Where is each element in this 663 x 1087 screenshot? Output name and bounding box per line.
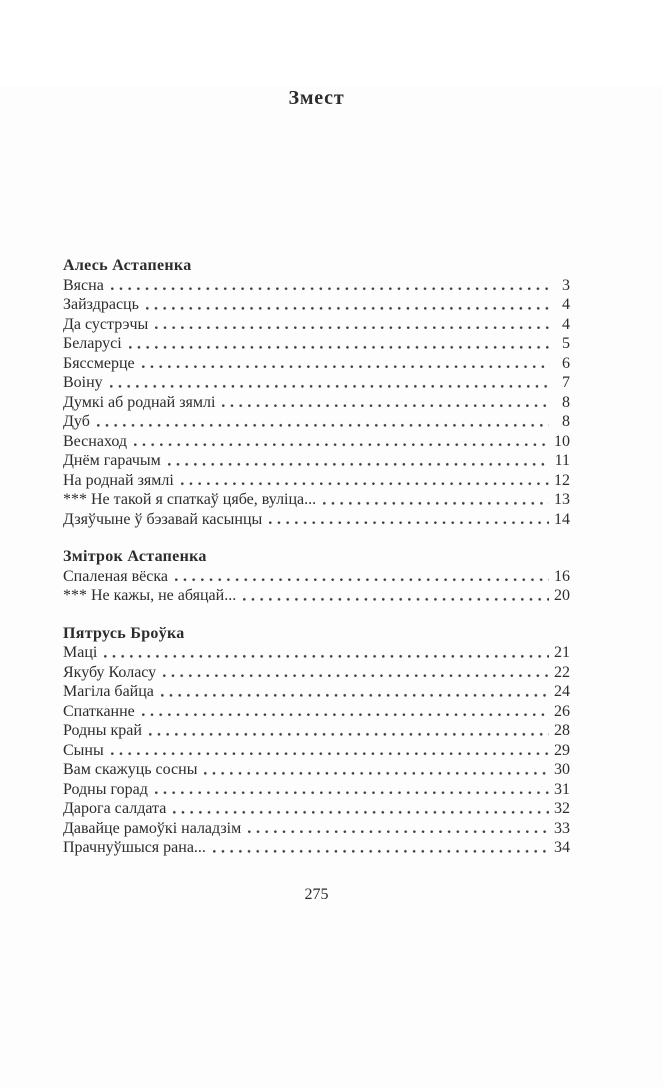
toc-section bbox=[63, 547, 570, 606]
dot-leader bbox=[142, 702, 549, 722]
entry-page-number: 34 bbox=[554, 839, 570, 856]
entry-page-number: 33 bbox=[554, 819, 570, 837]
toc-entry bbox=[63, 393, 570, 413]
dot-leader bbox=[213, 838, 549, 858]
entry-page-number: 14 bbox=[554, 510, 570, 528]
toc-entry bbox=[63, 354, 570, 374]
toc-entry bbox=[63, 510, 570, 530]
entry-page-number: 4 bbox=[562, 296, 570, 313]
entry-page-number: 28 bbox=[554, 722, 570, 739]
entry-page-number: 20 bbox=[554, 587, 570, 604]
toc-entry bbox=[63, 412, 570, 432]
toc-entry bbox=[63, 741, 570, 761]
toc-entry bbox=[63, 819, 570, 839]
toc-entry bbox=[63, 276, 570, 296]
entry-page-number: 24 bbox=[554, 683, 570, 700]
dot-leader bbox=[323, 490, 549, 510]
dot-leader bbox=[129, 334, 549, 354]
entry-page-number: 3 bbox=[562, 276, 570, 294]
entry-page-number: 12 bbox=[554, 471, 570, 489]
book-page bbox=[0, 86, 663, 1087]
entry-title: Днём гарачым bbox=[63, 452, 161, 469]
dot-leader bbox=[175, 567, 549, 587]
toc-entry bbox=[63, 490, 570, 510]
entry-page-number: 31 bbox=[554, 780, 570, 798]
toc-entry bbox=[63, 373, 570, 393]
toc-entry bbox=[63, 799, 570, 819]
entry-title: Веснаход bbox=[63, 432, 128, 450]
entry-title: *** Не кажы, не абяцай... bbox=[63, 587, 237, 604]
table-of-contents bbox=[63, 256, 570, 858]
entry-title: Дуб bbox=[63, 413, 90, 430]
dot-leader bbox=[181, 471, 549, 491]
entry-page-number: 26 bbox=[554, 702, 570, 720]
toc-entry bbox=[63, 432, 570, 452]
toc-entry bbox=[63, 760, 570, 780]
toc-section bbox=[63, 624, 570, 858]
section-author-heading: Алесь Астапенка bbox=[63, 257, 192, 274]
entry-title: Родны горад bbox=[63, 780, 148, 798]
toc-section bbox=[63, 256, 570, 529]
toc-entry bbox=[63, 682, 570, 702]
dot-leader bbox=[204, 760, 549, 780]
page-number: 275 bbox=[304, 885, 329, 903]
dot-leader bbox=[243, 586, 549, 606]
dot-leader bbox=[111, 741, 549, 761]
entry-title: Сыны bbox=[63, 741, 104, 759]
entry-title: Якубу Коласу bbox=[63, 663, 157, 681]
entry-title: Маці bbox=[63, 644, 98, 661]
entry-title: Дзяўчыне ў бэзавай касынцы bbox=[63, 510, 263, 528]
toc-entry bbox=[63, 451, 570, 471]
toc-entry bbox=[63, 315, 570, 335]
entry-title: Дарога салдата bbox=[63, 800, 167, 817]
section-author-heading: Змітрок Астапенка bbox=[63, 548, 207, 565]
toc-entry bbox=[63, 780, 570, 800]
section-entries bbox=[63, 643, 570, 858]
section-entries bbox=[63, 567, 570, 606]
entry-title: Давайце рамоўкі наладзім bbox=[63, 819, 242, 837]
dot-leader bbox=[110, 373, 549, 393]
entry-title: Беларусі bbox=[63, 335, 122, 352]
dot-leader bbox=[149, 721, 549, 741]
dot-leader bbox=[111, 276, 549, 296]
entry-page-number: 22 bbox=[554, 663, 570, 681]
entry-page-number: 10 bbox=[554, 432, 570, 450]
dot-leader bbox=[104, 643, 549, 663]
toc-entry bbox=[63, 721, 570, 741]
dot-leader bbox=[146, 295, 549, 315]
section-entries bbox=[63, 276, 570, 530]
entry-page-number: 5 bbox=[562, 335, 570, 352]
entry-title: Воіну bbox=[63, 374, 103, 391]
entry-page-number: 16 bbox=[554, 567, 570, 585]
section-author-heading: Пятрусь Броўка bbox=[63, 624, 185, 642]
entry-title: Вам скажуць сосны bbox=[63, 761, 198, 778]
toc-entry bbox=[63, 702, 570, 722]
toc-entry bbox=[63, 295, 570, 315]
dot-leader bbox=[142, 354, 549, 374]
entry-page-number: 32 bbox=[554, 800, 570, 817]
entry-page-number: 30 bbox=[554, 761, 570, 778]
entry-title: Зайздрасць bbox=[63, 296, 139, 313]
dot-leader bbox=[97, 412, 549, 432]
toc-entry bbox=[63, 838, 570, 858]
entry-title: На роднай зямлі bbox=[63, 471, 174, 489]
entry-page-number: 6 bbox=[562, 354, 570, 372]
dot-leader bbox=[155, 780, 549, 800]
entry-page-number: 7 bbox=[562, 374, 570, 391]
dot-leader bbox=[222, 393, 549, 413]
entry-title: Бяссмерце bbox=[63, 354, 135, 372]
dot-leader bbox=[269, 510, 549, 530]
entry-title: Родны край bbox=[63, 722, 142, 739]
entry-page-number: 8 bbox=[562, 413, 570, 430]
toc-entry bbox=[63, 586, 570, 606]
entry-page-number: 29 bbox=[554, 741, 570, 759]
entry-title: Прачнуўшыся рана... bbox=[63, 839, 206, 856]
entry-title: Вясна bbox=[63, 276, 104, 294]
toc-entry bbox=[63, 663, 570, 683]
toc-entry bbox=[63, 643, 570, 663]
dot-leader bbox=[161, 682, 549, 702]
entry-page-number: 8 bbox=[562, 393, 570, 411]
toc-entry bbox=[63, 471, 570, 491]
entry-title: Магіла байца bbox=[63, 683, 154, 700]
entry-title: Спаленая вёска bbox=[63, 567, 168, 585]
entry-title: Да сустрэчы bbox=[63, 315, 149, 333]
dot-leader bbox=[168, 451, 549, 471]
entry-page-number: 4 bbox=[562, 315, 570, 333]
toc-entry bbox=[63, 334, 570, 354]
dot-leader bbox=[173, 799, 549, 819]
entry-page-number: 11 bbox=[554, 452, 570, 469]
dot-leader bbox=[163, 663, 549, 683]
toc-entry bbox=[63, 567, 570, 587]
dot-leader bbox=[134, 432, 549, 452]
entry-title: *** Не такой я спаткаў цябе, вуліца... bbox=[63, 491, 317, 508]
entry-title: Думкі аб роднай зямлі bbox=[63, 393, 216, 411]
dot-leader bbox=[248, 819, 549, 839]
page-title: Змест bbox=[288, 87, 345, 109]
entry-page-number: 13 bbox=[554, 491, 570, 508]
entry-page-number: 21 bbox=[554, 644, 570, 661]
entry-title: Спатканне bbox=[63, 702, 135, 720]
dot-leader bbox=[155, 315, 549, 335]
